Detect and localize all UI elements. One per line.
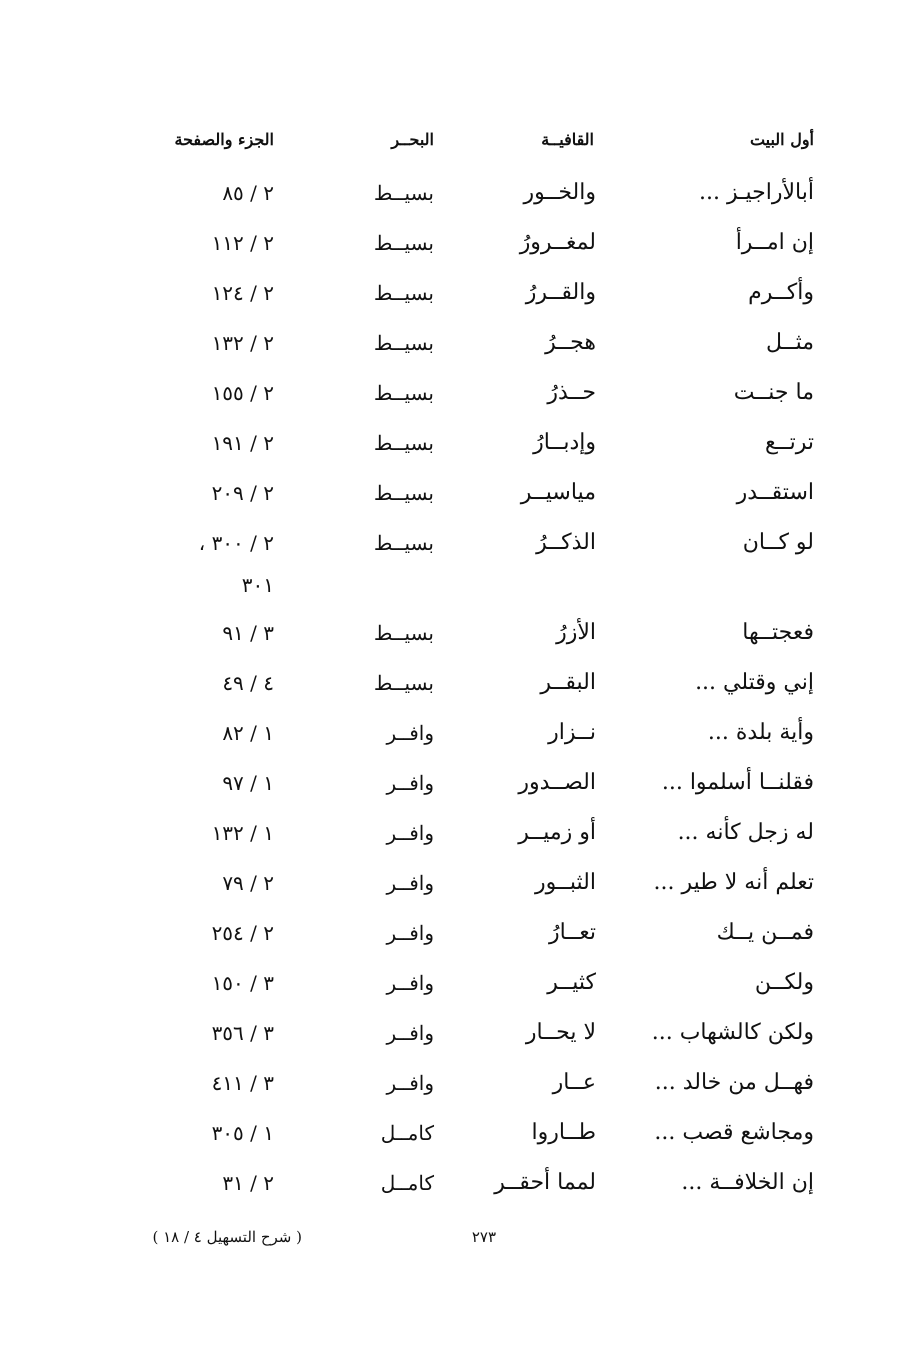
page-ref-cell: ٢ / ١١٢ (211, 231, 274, 255)
page-ref-cell: ١ / ١٣٢ (211, 821, 274, 845)
rhyme-cell: تعــارُ (549, 920, 596, 945)
meter-cell: وافــر (386, 1021, 434, 1045)
rhyme-cell: وإدبــارُ (533, 430, 596, 455)
page-ref-cell: ٢ / ٢٥٤ (211, 921, 274, 945)
rhyme-cell: حــذرُ (547, 380, 596, 405)
page-ref-cell: ٤ / ٤٩ (222, 671, 274, 695)
page-ref-cell: ٢ / ١٣٢ (211, 331, 274, 355)
rhyme-cell: لا يحــار (525, 1020, 596, 1045)
table-row (0, 275, 914, 325)
table-row (0, 375, 914, 425)
source-reference: ( شرح التسهيل ٤ / ١٨ ) (152, 1228, 302, 1246)
page-ref-cell: ٣ / ٤١١ (211, 1071, 274, 1095)
meter-cell: بسيــط (373, 331, 434, 355)
meter-cell: بسيــط (373, 531, 434, 555)
verse-cell: ولكن كالشهاب ... (651, 1020, 814, 1045)
verse-cell: ولكــن (754, 970, 814, 995)
meter-cell: بسيــط (373, 621, 434, 645)
meter-cell: بسيــط (373, 281, 434, 305)
page-ref-continued: ٣٠١ (241, 573, 274, 597)
rhyme-cell: كثيــر (547, 970, 596, 995)
verse-cell: ما جنــت (733, 380, 814, 405)
meter-cell: وافــر (386, 921, 434, 945)
table-row (0, 915, 914, 965)
page-ref-cell: ٣ / ٩١ (222, 621, 274, 645)
table-row (0, 1165, 914, 1215)
page-ref-cell: ١ / ٨٢ (222, 721, 274, 745)
page-ref-cell: ٣ / ١٥٠ (211, 971, 274, 995)
table-row (0, 325, 914, 375)
verse-cell: وأية بلدة ... (707, 720, 814, 745)
verse-cell: أبالأراجيـز ... (698, 180, 814, 205)
verse-cell: تعلم أنه لا طير ... (653, 870, 814, 895)
table-row (0, 1065, 914, 1115)
verse-cell: ومجاشع قصب ... (654, 1120, 814, 1145)
page-ref-cell: ٢ / ٣١ (222, 1171, 274, 1195)
page-ref-cell: ٢ / ٣٠٠ ، (198, 531, 274, 555)
verse-cell: استقــدر (736, 480, 814, 505)
verse-cell: فعجتــها (742, 620, 814, 645)
verse-cell: إن امــرأ (735, 230, 814, 255)
header-meter: البحــر (391, 130, 434, 149)
page-ref-cell: ١ / ٣٠٥ (211, 1121, 274, 1145)
rhyme-cell: الأزرُ (556, 620, 596, 645)
table-row (0, 525, 914, 597)
meter-cell: كامــل (380, 1171, 434, 1195)
meter-cell: بسيــط (373, 431, 434, 455)
page-ref-cell: ١ / ٩٧ (222, 771, 274, 795)
page-ref-cell: ٢ / ٧٩ (222, 871, 274, 895)
table-row (0, 965, 914, 1015)
rhyme-cell: أو زميــر (518, 820, 596, 845)
meter-cell: وافــر (386, 771, 434, 795)
verse-cell: ترتــع (765, 430, 814, 455)
verse-cell: وأكــرم (748, 280, 814, 305)
table-row (0, 665, 914, 715)
verse-cell: لو كــان (742, 530, 814, 555)
meter-cell: بسيــط (373, 481, 434, 505)
rhyme-cell: لمما أحقــر (494, 1170, 596, 1195)
rhyme-cell: عــار (552, 1070, 596, 1095)
rhyme-cell: والخــور (523, 180, 596, 205)
header-verse: أول البيت (749, 130, 814, 149)
meter-cell: وافــر (386, 971, 434, 995)
page-ref-cell: ٣ / ٣٥٦ (211, 1021, 274, 1045)
meter-cell: وافــر (386, 721, 434, 745)
verse-cell: له زجل كأنه ... (677, 820, 814, 845)
table-row (0, 815, 914, 865)
header-ref: الجزء والصفحة (174, 130, 274, 149)
page-ref-cell: ٢ / ٢٠٩ (211, 481, 274, 505)
table-row (0, 475, 914, 525)
meter-cell: وافــر (386, 871, 434, 895)
table-row (0, 425, 914, 475)
rhyme-cell: الذكــرُ (536, 530, 596, 555)
verse-cell: مثــل (766, 330, 814, 355)
rhyme-cell: والقــررُ (525, 280, 596, 305)
rhyme-cell: الصــدور (518, 770, 596, 795)
table-row (0, 715, 914, 765)
meter-cell: بسيــط (373, 671, 434, 695)
verse-cell: فقلنــا أسلموا ... (661, 770, 814, 795)
table-row (0, 225, 914, 275)
rhyme-cell: نــزار (548, 720, 596, 745)
rhyme-cell: طــاروا (531, 1120, 596, 1145)
rhyme-cell: الثبــور (535, 870, 596, 895)
verse-cell: إني وقتلي ... (695, 670, 814, 695)
verse-cell: فهــل من خالد ... (654, 1070, 814, 1095)
meter-cell: كامــل (380, 1121, 434, 1145)
verse-cell: فمــن يــك (716, 920, 814, 945)
page-ref-cell: ٢ / ١٢٤ (211, 281, 274, 305)
page-ref-cell: ٢ / ٨٥ (222, 181, 274, 205)
page-number: ٢٧٣ (471, 1228, 496, 1246)
rhyme-cell: مياسيــر (520, 480, 596, 505)
meter-cell: بسيــط (373, 381, 434, 405)
meter-cell: بسيــط (373, 181, 434, 205)
table-row (0, 765, 914, 815)
page-ref-cell: ٢ / ١٥٥ (211, 381, 274, 405)
table-row (0, 615, 914, 665)
meter-cell: وافــر (386, 821, 434, 845)
table-row (0, 175, 914, 225)
rhyme-cell: البقــر (540, 670, 596, 695)
meter-cell: بسيــط (373, 231, 434, 255)
header-rhyme: القافيــة (541, 130, 594, 149)
meter-cell: وافــر (386, 1071, 434, 1095)
table-row (0, 1115, 914, 1165)
verse-cell: إن الخلافــة ... (681, 1170, 814, 1195)
table-row (0, 1015, 914, 1065)
page-ref-cell: ٢ / ١٩١ (211, 431, 274, 455)
rhyme-cell: لمغــرورُ (519, 230, 596, 255)
rhyme-cell: هجــرُ (545, 330, 596, 355)
table-row (0, 865, 914, 915)
